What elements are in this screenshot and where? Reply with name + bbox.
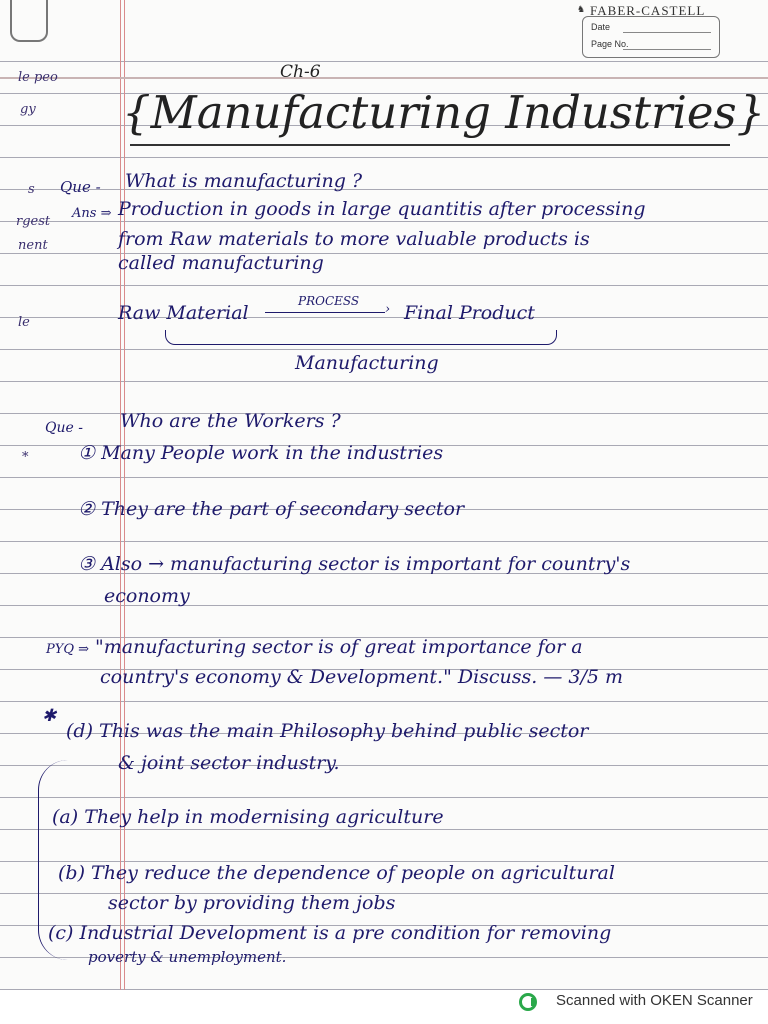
question-label: Que - bbox=[60, 178, 101, 196]
list-item: sector by providing them jobs bbox=[108, 892, 396, 914]
answer-line: Production in goods in large quantitis after processing bbox=[118, 198, 646, 220]
flow-brace-label: Manufacturing bbox=[295, 352, 439, 374]
pyq-question-line: country's economy & Development." Discuss. — 3/5 m bbox=[100, 666, 624, 688]
margin-fragment: nent bbox=[18, 238, 48, 253]
pyq-label: PYQ ⇒ bbox=[46, 642, 90, 657]
margin-line bbox=[120, 0, 121, 990]
answer-line: from Raw materials to more valuable products is bbox=[118, 228, 590, 250]
list-item: economy bbox=[104, 585, 190, 607]
corner-mark bbox=[10, 0, 48, 42]
margin-fragment: s bbox=[28, 182, 35, 197]
header-rule bbox=[0, 77, 768, 79]
scanner-watermark: Scanned with OKEN Scanner bbox=[556, 992, 753, 1009]
bracket-mark bbox=[38, 760, 73, 960]
date-line bbox=[623, 32, 711, 33]
title-underline bbox=[130, 144, 730, 146]
margin-fragment: gy bbox=[20, 102, 36, 117]
margin-fragment: le bbox=[18, 315, 30, 330]
chapter-label: Ch-6 bbox=[280, 62, 321, 82]
list-item: (c) Industrial Development is a pre condition for removing bbox=[48, 922, 612, 944]
page-title: {Manufacturing Industries} bbox=[122, 86, 766, 139]
list-item: poverty & unemployment. bbox=[88, 948, 287, 966]
arrow-head-icon: › bbox=[385, 302, 391, 317]
margin-fragment: rgest bbox=[16, 214, 51, 229]
page-no-label: Page No. bbox=[591, 39, 629, 49]
answer-label: Ans ⇒ bbox=[72, 206, 112, 221]
question-text: Who are the Workers ? bbox=[120, 410, 341, 432]
question-label: Que - bbox=[45, 420, 83, 436]
scanner-logo-icon bbox=[519, 993, 537, 1011]
question-text: What is manufacturing ? bbox=[125, 170, 363, 192]
list-item: (d) This was the main Philosophy behind public sector bbox=[66, 720, 589, 742]
margin-fragment: * bbox=[22, 450, 29, 465]
date-label: Date bbox=[591, 22, 611, 32]
list-item: ① Many People work in the industries bbox=[78, 442, 444, 464]
flow-process-label: PROCESS bbox=[298, 294, 360, 308]
flow-brace bbox=[165, 330, 557, 345]
date-page-box bbox=[582, 16, 720, 58]
brand-name: FABER-CASTELL bbox=[590, 3, 706, 18]
pyq-question-line: "manufacturing sector is of great importance for a bbox=[95, 636, 583, 658]
flow-end: Final Product bbox=[404, 302, 535, 324]
brand-logo-icon: ♞ bbox=[577, 5, 586, 15]
margin-fragment: le peo bbox=[18, 70, 58, 85]
star-mark-icon: ✱ bbox=[42, 706, 57, 726]
list-item: ③ Also → manufacturing sector is important for country's bbox=[78, 553, 631, 575]
page-no-line bbox=[623, 49, 711, 50]
answer-line: called manufacturing bbox=[118, 252, 324, 274]
list-item: (b) They reduce the dependence of people on agricultural bbox=[58, 862, 615, 884]
list-item: (a) They help in modernising agriculture bbox=[52, 806, 444, 828]
list-item: & joint sector industry. bbox=[118, 752, 340, 774]
flow-arrow bbox=[265, 312, 385, 313]
list-item: ② They are the part of secondary sector bbox=[78, 498, 465, 520]
flow-start: Raw Material bbox=[118, 302, 249, 324]
